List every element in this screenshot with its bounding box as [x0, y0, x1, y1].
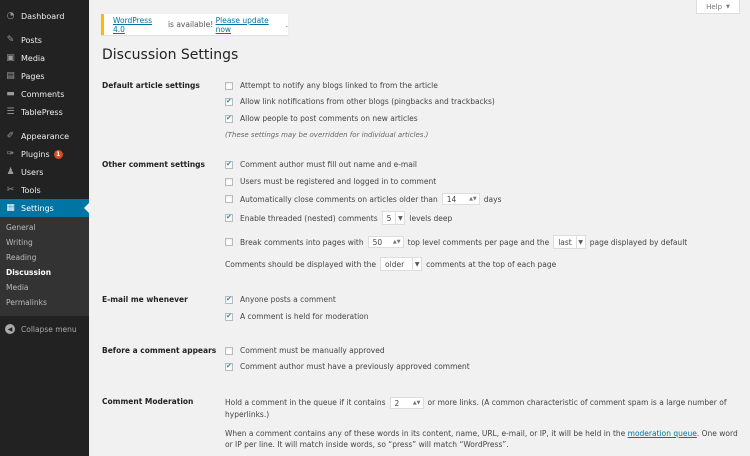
update-now-link[interactable]: Please update now: [215, 15, 269, 34]
table-icon: ☰: [6, 107, 15, 117]
other-comment-label: Other comment settings: [102, 160, 206, 169]
email-moderation-option[interactable]: ✔ A comment is held for moderation: [225, 312, 369, 321]
email-any-comment-option[interactable]: ✔ Anyone posts a comment: [225, 295, 336, 304]
moderation-words-description: When a comment contains any of these words in its content, name, URL, e-mail, or IP, it will be held in the moderation queue. One word or IP per line. It will match inside words, so “press” will match “WordPress”.: [225, 429, 738, 449]
settings-icon: ▦: [6, 203, 15, 213]
require-name-email-checkbox[interactable]: [225, 161, 233, 169]
notify-blogs-option[interactable]: Attempt to notify any blogs linked to from the article: [225, 81, 438, 90]
spinner-icon[interactable]: ▲▼: [412, 399, 421, 406]
pin-icon: ✎: [6, 35, 15, 45]
plug-icon: ✑: [6, 149, 15, 159]
prev-approved-checkbox[interactable]: [225, 363, 233, 371]
collapse-menu-button[interactable]: ◀ Collapse menu: [0, 320, 89, 338]
user-icon: ♟: [6, 167, 15, 177]
submenu-media[interactable]: Media: [6, 283, 29, 292]
menu-users[interactable]: ♟ Users: [6, 167, 44, 177]
menu-dashboard[interactable]: ◔ Dashboard: [6, 11, 65, 21]
paginate-option: Break comments into pages with 50 ▲▼ top level comments per page and the last ▼ page displayed by default: [225, 235, 687, 249]
submenu-reading[interactable]: Reading: [6, 253, 37, 262]
default-page-select[interactable]: last ▼: [553, 235, 586, 249]
email-label: E-mail me whenever: [102, 295, 188, 304]
submenu-permalinks[interactable]: Permalinks: [6, 298, 47, 307]
menu-settings[interactable]: ▦ Settings: [0, 199, 89, 217]
submenu-general[interactable]: General: [6, 223, 36, 232]
brush-icon: ✐: [6, 131, 15, 141]
default-article-label: Default article settings: [102, 81, 200, 90]
hold-links-setting: Hold a comment in the queue if it contains 2 ▲▼ or more links. (A common characteristic of comment spam is a large number of hyperlinks.): [225, 398, 727, 419]
update-count-badge: 1: [54, 150, 63, 159]
spinner-icon[interactable]: ▲▼: [469, 195, 477, 202]
paginate-checkbox[interactable]: [225, 238, 233, 246]
help-tab-button[interactable]: Help ▼: [696, 0, 740, 14]
chevron-down-icon: ▼: [412, 258, 421, 270]
menu-appearance[interactable]: ✐ Appearance: [6, 131, 70, 141]
menu-pages[interactable]: ▤ Pages: [6, 71, 45, 81]
notify-blogs-checkbox[interactable]: [225, 82, 233, 90]
manual-approve-option[interactable]: Comment must be manually approved: [225, 346, 385, 355]
menu-media[interactable]: ▣ Media: [6, 53, 46, 63]
close-days-input[interactable]: 14 ▲▼: [442, 193, 480, 205]
media-icon: ▣: [6, 53, 15, 63]
prev-approved-option[interactable]: ✔ Comment author must have a previously approved comment: [225, 362, 470, 371]
chevron-down-icon: ▼: [395, 212, 404, 224]
auto-close-checkbox[interactable]: [225, 195, 233, 203]
menu-posts[interactable]: ✎ Posts: [6, 35, 42, 45]
registered-only-option[interactable]: Users must be registered and logged in to comment: [225, 177, 436, 186]
thread-depth-select[interactable]: 5 ▼: [382, 211, 406, 225]
menu-tablepress[interactable]: ☰ TablePress: [6, 107, 63, 117]
comments-per-page-input[interactable]: 50 ▲▼: [368, 236, 404, 248]
comment-order-option: Comments should be displayed with the older ▼ comments at the top of each page: [225, 257, 556, 271]
manual-approve-checkbox[interactable]: [225, 347, 233, 355]
moderation-queue-link[interactable]: moderation queue: [627, 429, 697, 438]
chevron-down-icon: ▼: [726, 3, 730, 10]
submenu-discussion[interactable]: Discussion: [6, 268, 52, 277]
dashboard-icon: ◔: [6, 11, 15, 21]
pingbacks-option[interactable]: ✔ Allow link notifications from other blogs (pingbacks and trackbacks): [225, 97, 495, 106]
spinner-icon[interactable]: ▲▼: [392, 238, 401, 245]
registered-only-checkbox[interactable]: [225, 178, 233, 186]
menu-tools[interactable]: ✂ Tools: [6, 185, 41, 195]
auto-close-option: Automatically close comments on articles older than 14 ▲▼ days: [225, 193, 501, 205]
threaded-checkbox[interactable]: [225, 214, 233, 222]
email-any-comment-checkbox[interactable]: [225, 296, 233, 304]
comment-icon: ▬: [6, 89, 15, 99]
submenu-writing[interactable]: Writing: [6, 238, 33, 247]
override-note: (These settings may be overridden for individual articles.): [225, 131, 429, 139]
update-notice: WordPress 4.0 is available! Please update now .: [101, 14, 288, 35]
moderation-label: Comment Moderation: [102, 397, 194, 406]
before-appears-label: Before a comment appears: [102, 346, 217, 355]
chevron-down-icon: ▼: [576, 236, 585, 248]
wordpress-version-link[interactable]: WordPress 4.0: [113, 15, 153, 34]
menu-plugins[interactable]: ✑ Plugins 1: [0, 145, 89, 163]
pages-icon: ▤: [6, 71, 15, 81]
page-title: Discussion Settings: [102, 47, 239, 63]
comment-order-select[interactable]: older ▼: [380, 257, 422, 271]
allow-comments-checkbox[interactable]: [225, 115, 233, 123]
settings-submenu: [0, 217, 89, 316]
require-name-email-option[interactable]: ✔ Comment author must fill out name and e-mail: [225, 160, 417, 169]
collapse-arrow-icon: ◀: [5, 324, 15, 334]
email-moderation-checkbox[interactable]: [225, 313, 233, 321]
allow-comments-option[interactable]: ✔ Allow people to post comments on new articles: [225, 114, 418, 123]
threaded-option: ✔ Enable threaded (nested) comments 5 ▼ levels deep: [225, 211, 452, 225]
pingbacks-checkbox[interactable]: [225, 98, 233, 106]
menu-comments[interactable]: ▬ Comments: [6, 89, 65, 99]
wrench-icon: ✂: [6, 185, 15, 195]
max-links-input[interactable]: 2 ▲▼: [390, 397, 424, 409]
admin-sidebar: [0, 0, 89, 456]
